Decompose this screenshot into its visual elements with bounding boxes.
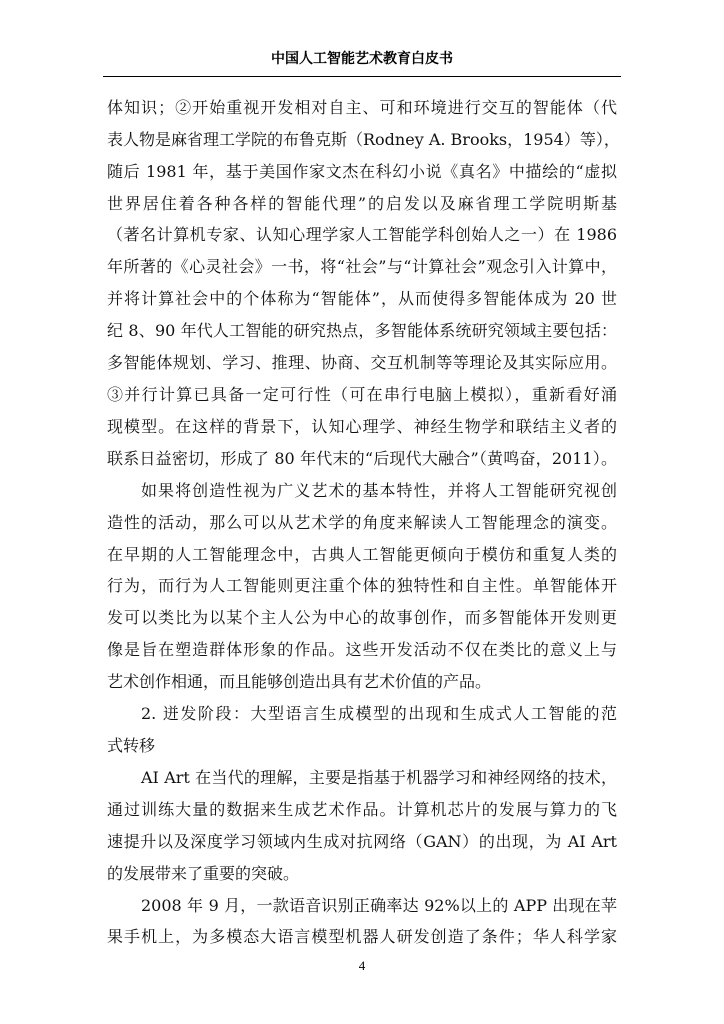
text-line: AI Art 在当代的理解，主要是指基于机器学习和神经网络的技术， xyxy=(141,768,617,787)
text-line: 年所著的《心灵社会》一书，将“社会”与“计算社会”观念引入计算中， xyxy=(107,257,617,276)
header-rule xyxy=(103,76,621,77)
text-line: 速提升以及深度学习领域内生成对抗网络（GAN）的出现，为 AI Art xyxy=(107,832,617,851)
page-number: 4 xyxy=(358,958,366,973)
text-line: 艺术创作相通，而且能够创造出具有艺术价值的产品。 xyxy=(107,672,492,691)
section-heading-continued: 式转移 xyxy=(107,736,156,755)
text-line: 2008 年 9 月，一款语音识别正确率达 92%以上的 APP 出现在苹 xyxy=(141,896,617,915)
text-line: 果手机上，为多模态大语言模型机器人研发创造了条件；华人科学家 xyxy=(107,927,617,946)
running-header: 中国人工智能艺术教育白皮书 xyxy=(271,51,453,67)
text-line: 表人物是麻省理工学院的布鲁克斯（Rodney A. Brooks，1954）等）， xyxy=(107,130,620,149)
text-line: 如果将创造性视为广义艺术的基本特性，并将人工智能研究视创 xyxy=(141,481,617,500)
text-line: 像是旨在塑造群体形象的作品。这些开发活动不仅在类比的意义上与 xyxy=(107,640,617,659)
text-line: 造性的活动，那么可以从艺术学的角度来解读人工智能理念的演变。 xyxy=(107,513,617,532)
text-line: 的发展带来了重要的突破。 xyxy=(107,864,300,883)
text-line: 体知识；②开始重视开发相对自主、可和环境进行交互的智能体（代 xyxy=(107,98,617,117)
text-line: 通过训练大量的数据来生成艺术作品。计算机芯片的发展与算力的飞 xyxy=(107,800,617,819)
text-line: 纪 8、90 年代人工智能的研究热点，多智能体系统研究领域主要包括： xyxy=(107,321,617,340)
text-line: 联系日益密切，形成了 80 年代末的“后现代大融合”（黄鸣奋，2011）。 xyxy=(107,449,617,468)
text-line: 多智能体规划、学习、推理、协商、交互机制等等理论及其实际应用。 xyxy=(107,353,617,372)
section-heading: 2. 迸发阶段：大型语言生成模型的出现和生成式人工智能的范 xyxy=(141,704,617,723)
text-line: 现模型。在这样的背景下，认知心理学、神经生物学和联结主义者的 xyxy=(107,417,617,436)
text-line: 在早期的人工智能理念中，古典人工智能更倾向于模仿和重复人类的 xyxy=(107,545,617,564)
text-line: 行为，而行为人工智能则更注重个体的独特性和自主性。单智能体开 xyxy=(107,576,617,595)
text-line: 随后 1981 年，基于美国作家文杰在科幻小说《真名》中描绘的“虚拟 xyxy=(107,162,617,181)
text-line: 并将计算社会中的个体称为“智能体”，从而使得多智能体成为 20 世 xyxy=(107,289,617,308)
text-line: 发可以类比为以某个主人公为中心的故事创作，而多智能体开发则更 xyxy=(107,608,617,627)
text-line: （著名计算机专家、认知心理学家人工智能学科创始人之一）在 1986 xyxy=(107,225,617,244)
text-line: ③并行计算已具备一定可行性（可在串行电脑上模拟），重新看好涌 xyxy=(107,385,617,404)
text-line: 世界居住着各种各样的智能代理”的启发以及麻省理工学院明斯基 xyxy=(107,194,617,213)
